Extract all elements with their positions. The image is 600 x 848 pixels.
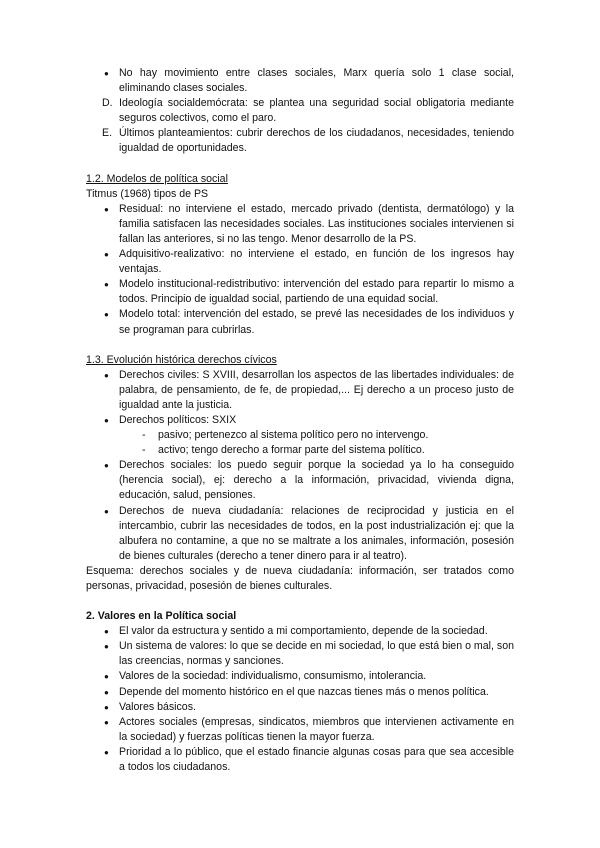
- list-item: ● Valores de la sociedad: individualismo, consumismo, intolerancia.: [86, 669, 514, 684]
- section-heading: 1.2. Modelos de política social: [86, 172, 228, 185]
- list-item: ● Modelo total: intervención del estado, se prevé las necesidades de los individuos y se programan para cubrirlas.: [86, 307, 514, 337]
- section-subtitle: Titmus (1968) tipos de PS: [86, 187, 209, 200]
- sub-item-text: activo; tengo derecho a formar parte del sistema político.: [158, 444, 425, 457]
- list-item: [86, 126, 514, 156]
- list-item: ● El valor da estructura y sentido a mi comportamiento, depende de la sociedad.: [86, 624, 514, 639]
- list-item: ● Adquisitivo-realizativo: no interviene el estado, en función de los ingresos hay ventajas.: [86, 247, 514, 277]
- list-marker: D.: [102, 97, 113, 110]
- list-item: ● Derechos políticos: SXIX: [86, 413, 514, 428]
- list-item: ● Derechos de nueva ciudadanía: relaciones de reciprocidad y justicia en el intercambio, cubrir las necesidades de todos, en la post industrialización ej: que la albufera no contamine, a que no se maltrate a los animales, información, posesión de bienes culturales (derecho a tener dinero para ir al teatro).: [86, 504, 514, 564]
- section-heading: 2. Valores en la Política social: [86, 610, 237, 623]
- list-item: ● Residual: no interviene el estado, mercado privado (dentista, dermatólogo) y la familia satisfacen las necesidades sociales. Las instituciones sociales intervienen si fallan las anteriores, si no las tengo. Menor desarrollo de la PS.: [86, 202, 514, 247]
- list-item: [86, 96, 514, 126]
- section-heading: 1.3. Evolución histórica derechos cívicos: [86, 353, 277, 366]
- list-item: ● Derechos sociales: los puedo seguir porque la sociedad ya lo ha conseguido (herencia social), ej: derecho a la información, privacidad, vivienda digna, educación, salud, pensiones.: [86, 458, 514, 503]
- list-item: ● Modelo institucional-redistributivo: intervención del estado para repartir lo mismo a todos. Principio de igualdad social, partiendo de una equidad social.: [86, 277, 514, 307]
- sub-list-item: [86, 443, 514, 458]
- list-item: ● Prioridad a lo público, que el estado financie algunas cosas para que sea accesible a todos los ciudadanos.: [86, 745, 514, 775]
- dash-marker: -: [142, 429, 146, 442]
- document-page: [86, 66, 514, 775]
- list-item-text: Ideología socialdemócrata: se plantea una seguridad social obligatoria mediante seguros colectivos, como el paro.: [119, 97, 514, 125]
- list-item-text: Últimos planteamientos: cubrir derechos de los ciudadanos, necesidades, teniendo igualdad de oportunidades.: [119, 127, 514, 155]
- models-list: [86, 202, 514, 338]
- list-item: ● Valores básicos.: [86, 700, 514, 715]
- rights-list: [86, 368, 514, 564]
- list-marker: E.: [102, 127, 113, 140]
- sub-item-text: pasivo; pertenezco al sistema político pero no intervengo.: [158, 429, 429, 442]
- list-item: ● No hay movimiento entre clases sociales, Marx quería solo 1 clase social, eliminando clases sociales.: [86, 66, 514, 96]
- list-item: ● Derechos civiles: S XVIII, desarrollan los aspectos de las libertades individuales: de palabra, de pensamiento, de fe, de propiedad,... Ej derecho a un proceso justo de igualdad ante la justicia.: [86, 368, 514, 413]
- list-item: ● Un sistema de valores: lo que se decide en mi sociedad, lo que está bien o mal, son las creencias, normas y sanciones.: [86, 639, 514, 669]
- values-list: [86, 624, 514, 775]
- list-item: ● Actores sociales (empresas, sindicatos, miembros que intervienen activamente en la sociedad) y fuerzas políticas tienen la mayor fuerza.: [86, 715, 514, 745]
- dash-marker: -: [142, 444, 146, 457]
- esquema-paragraph: Esquema: derechos sociales y de nueva ciudadanía: información, ser tratados como personas, privacidad, posesión de bienes culturales.: [86, 564, 514, 592]
- intro-list: [86, 66, 514, 157]
- list-item: ● Depende del momento histórico en el que nazcas tienes más o menos política.: [86, 685, 514, 700]
- sub-list-item: [86, 428, 514, 443]
